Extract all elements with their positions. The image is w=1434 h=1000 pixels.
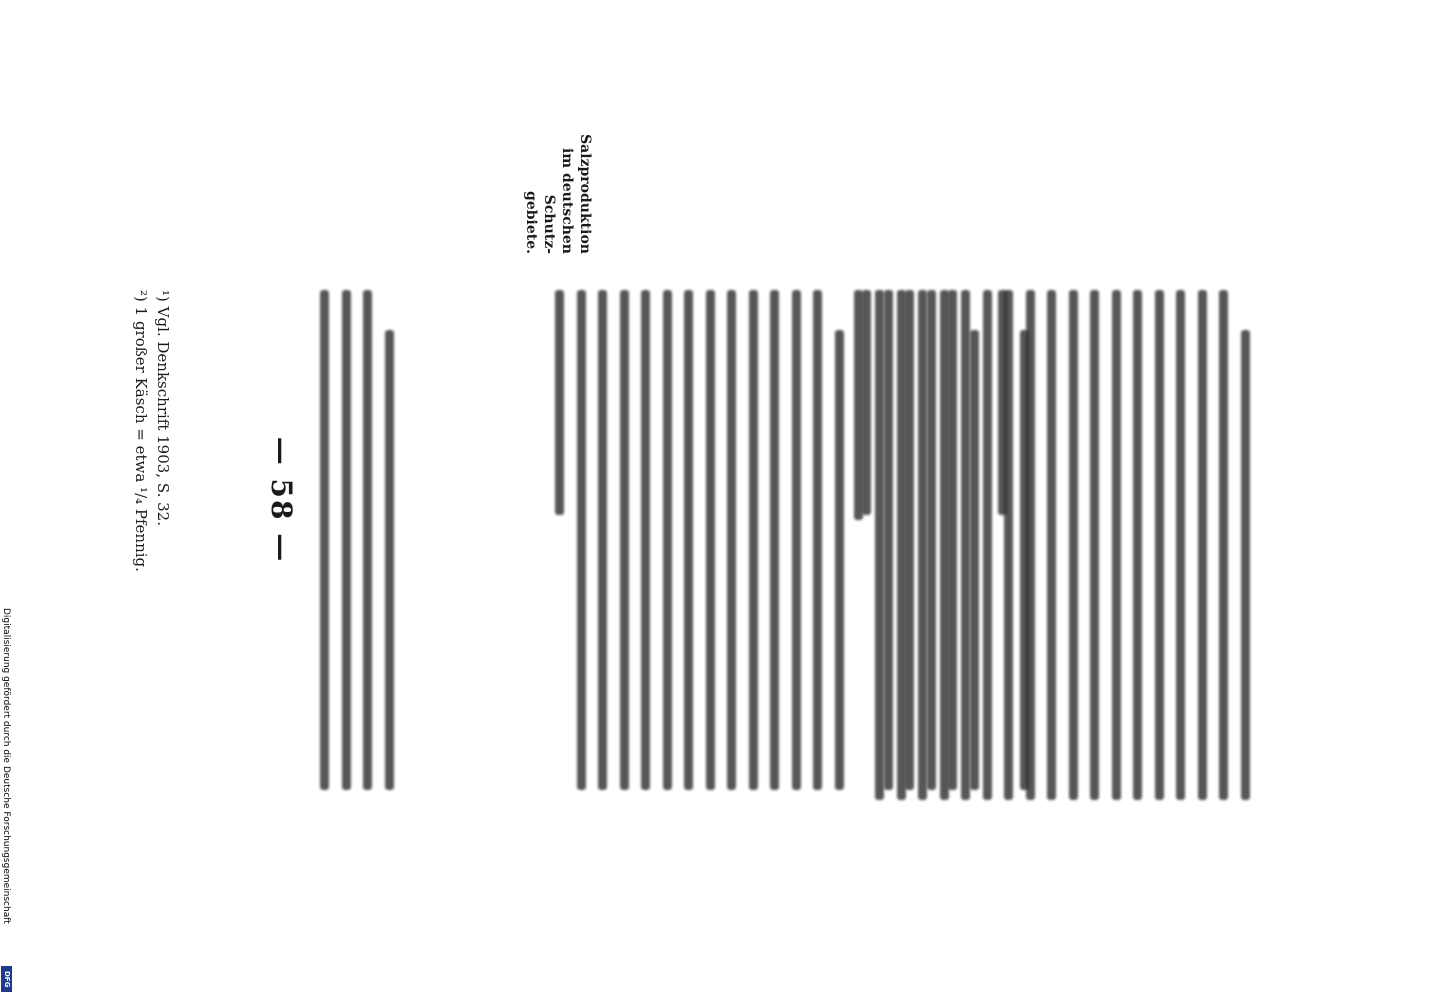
text-line [599,290,608,790]
text-line [706,290,715,790]
text-line [728,290,737,790]
margin-heading [522,104,594,254]
text-line [792,290,801,790]
footnote: ¹) Vgl. Denkschrift 1903, S. 32. [154,290,172,526]
text-line [927,290,936,790]
text-line [685,290,694,790]
text-line [970,330,979,790]
text-line [749,290,758,790]
margin-heading-line: Salzproduktion [577,134,593,254]
text-line [663,290,672,790]
text-line [906,290,915,790]
text-line [1177,290,1186,800]
text-line [556,290,565,515]
text-line [642,290,651,790]
text-line [620,290,629,790]
text-line [1198,290,1207,800]
text-line [1020,330,1029,790]
text-line [771,290,780,790]
credit-text: Digitalisierung gefördert durch die Deutsche Forschungsgemeinschaft [1,608,11,924]
margin-heading-line: im deutschen Schutz- [541,147,575,254]
margin-heading-line: gebiete. [523,191,539,254]
text-line [1134,290,1143,800]
text-line [577,290,586,790]
text-line [835,330,844,790]
text-line [949,290,958,790]
text-line [1241,330,1250,800]
digitization-credit [0,608,12,994]
text-line [884,290,893,790]
text-line [1112,290,1121,800]
footnote: ²) 1 großer Käsch = etwa ¹/₄ Pfennig. [132,290,150,572]
text-line [1155,290,1164,800]
text-line [1069,290,1078,800]
text-line [342,290,351,790]
text-line [1091,290,1100,800]
text-line [321,290,330,790]
text-line [999,290,1008,515]
text-line [1048,290,1057,800]
text-line [364,290,373,790]
text-line [1220,290,1229,800]
text-line [863,290,872,515]
text-line [983,290,992,800]
dfg-logo: DFG [1,966,12,992]
text-line [814,290,823,790]
page-number: — 58 — [265,436,298,564]
text-line [385,330,394,790]
